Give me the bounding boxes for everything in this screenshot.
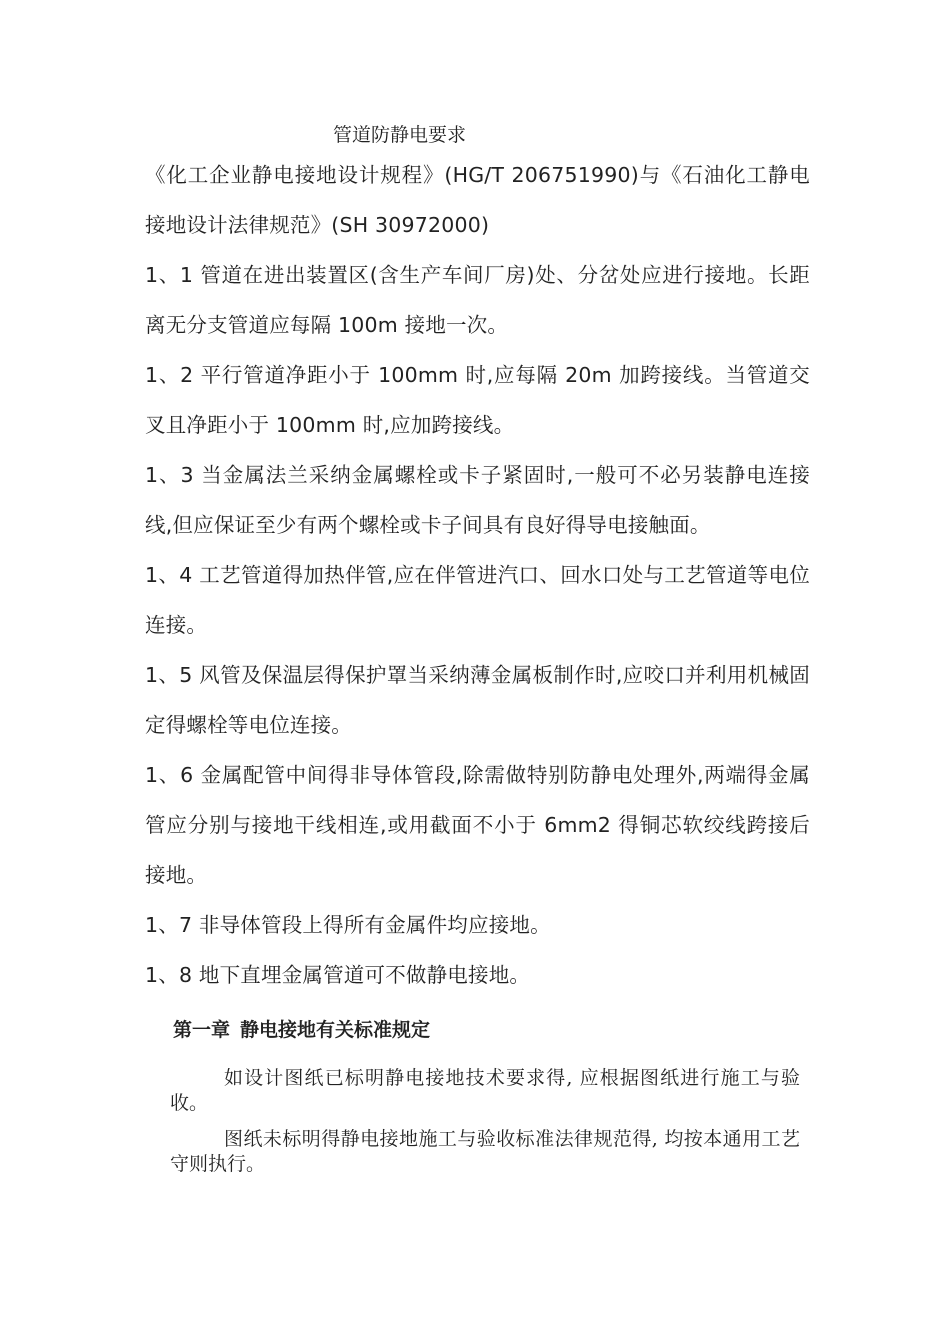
- clause-1-4: 1、4 工艺管道得加热伴管,应在伴管进汽口、回水口处与工艺管道等电位连接。: [145, 563, 810, 637]
- chapter-heading: [173, 1015, 430, 1045]
- clause-1-7: 1、7 非导体管段上得所有金属件均应接地。: [145, 913, 551, 937]
- clause-1-3: 1、3 当金属法兰采纳金属螺栓或卡子紧固时,一般可不必另装静电连接线,但应保证至少有两个螺栓或卡子间具有良好得导电接触面。: [145, 463, 810, 537]
- clause-1-1: 1、1 管道在进出装置区(含生产车间厂房)处、分岔处应进行接地。长距离无分支管道应每隔 100m 接地一次。: [145, 263, 810, 337]
- clause-1-5: 1、5 风管及保温层得保护罩当采纳薄金属板制作时,应咬口并利用机械固定得螺栓等电位连接。: [145, 663, 810, 737]
- clause-1-8: 1、8 地下直埋金属管道可不做静电接地。: [145, 963, 531, 987]
- chapter-title: 静电接地有关标准规定: [240, 1019, 431, 1041]
- standards-reference-paragraph: 《化工企业静电接地设计规程》(HG/T 206751990)与《石油化工静电接地设计法律规范》(SH 30972000): [145, 163, 810, 237]
- chapter-number: 第一章: [173, 1019, 231, 1041]
- clause-1-6: 1、6 金属配管中间得非导体管段,除需做特别防静电处理外,两端得金属管应分别与接地干线相连,或用截面不小于 6mm2 得铜芯软绞线跨接后接地。: [145, 763, 810, 887]
- document-title: 管道防静电要求: [333, 124, 467, 146]
- clause-1-2: 1、2 平行管道净距小于 100mm 时,应每隔 20m 加跨接线。当管道交叉且净距小于 100mm 时,应加跨接线。: [145, 363, 810, 437]
- document-body: [145, 150, 810, 1000]
- note-paragraph-2: 图纸未标明得静电接地施工与验收标准法律规范得, 均按本通用工艺守则执行。: [170, 1128, 800, 1175]
- note-paragraph-1: 如设计图纸已标明静电接地技术要求得, 应根据图纸进行施工与验收。: [170, 1067, 800, 1114]
